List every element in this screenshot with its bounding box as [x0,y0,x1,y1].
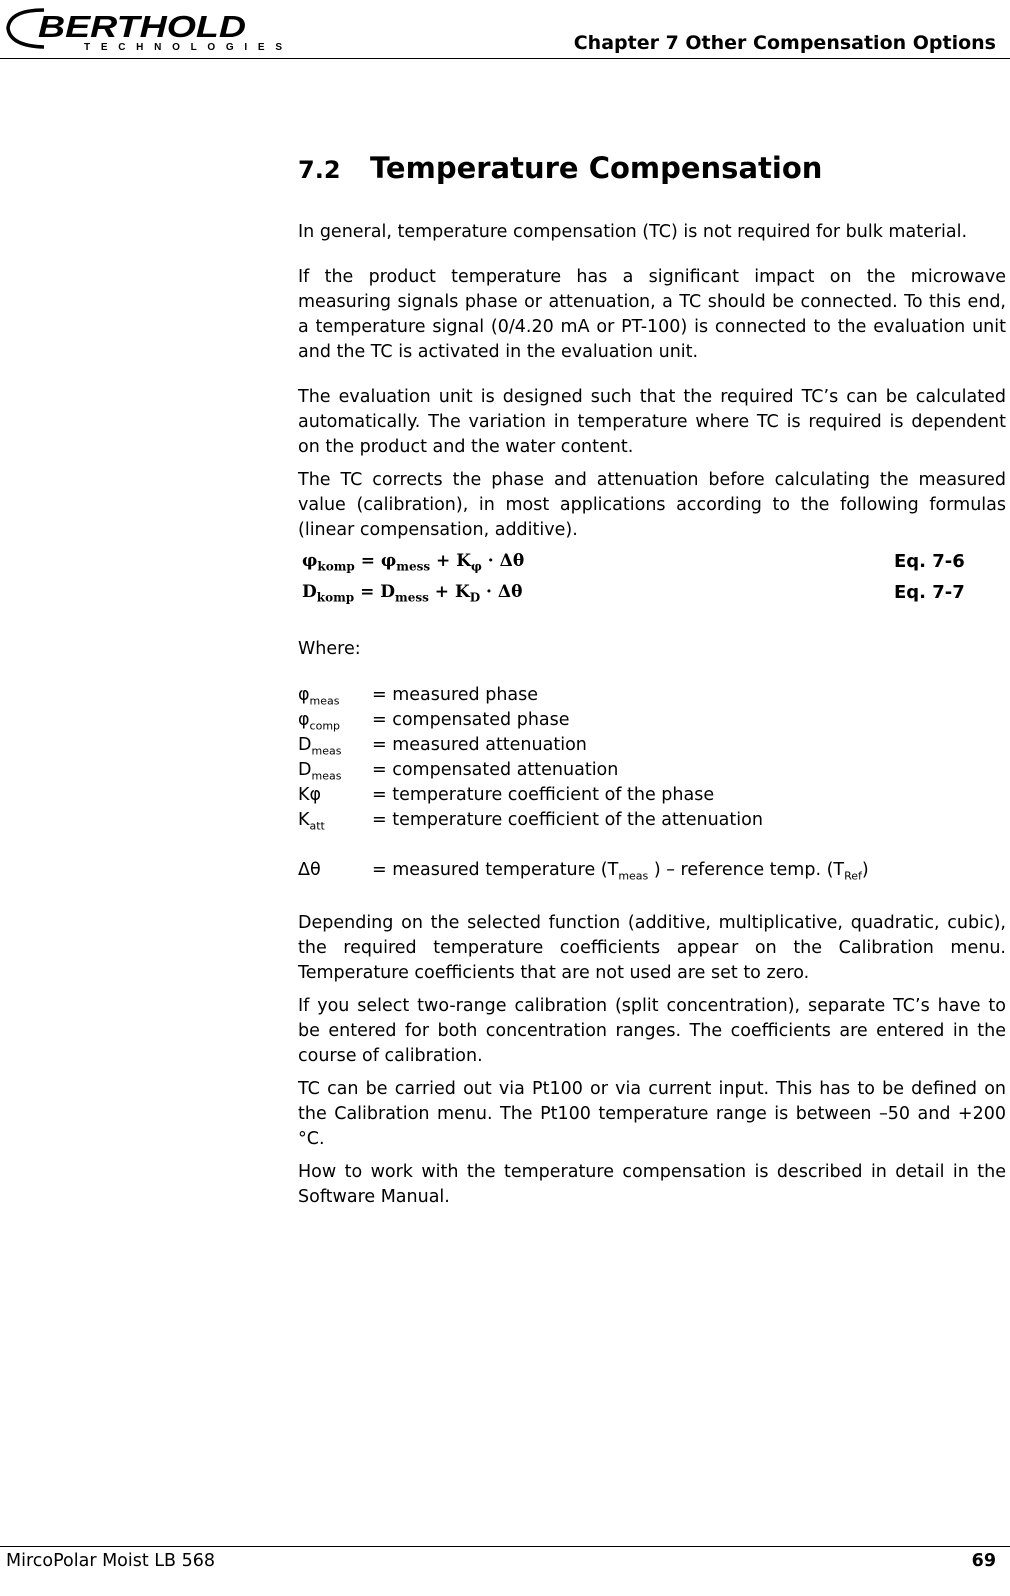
paragraph: The TC corrects the phase and attenuation before calculating the measured value (calibration), in most applications according to the following formulas (linear compensation, additive). [298,470,1006,540]
paragraph: If the product temperature has a significant impact on the microwave measuring signals phase or attenuation, a TC should be connected. To this end, a temperature signal (0/4.20 mA or PT-100) is connected to the evaluation unit and the TC is activated in the evaluation unit. [298,267,1006,362]
paragraph: The evaluation unit is designed such that the required TC’s can be calculated automatically. The variation in temperature where TC is required is dependent on the product and the water content. [298,387,1006,457]
paragraph: Depending on the selected function (additive, multiplicative, quadratic, cubic), the required temperature coefficients appear on the Calibration menu. Temperature coefficients that are not used are set to zero. [298,913,1006,983]
berthold-logo [4,4,304,54]
section-number: 7.2 [298,156,341,184]
page-content [298,150,1006,1218]
definition-row: $D_{meas}$ = measured attenuation [298,735,587,758]
equation-7-7 [298,582,1006,613]
document-name: MircoPolar Moist LB 568 [6,1551,216,1571]
definition-row: $\varphi_{comp}$ = compensated phase [298,710,570,733]
definition-row: Kφ = temperature coefficient of the phase [298,785,715,805]
paragraph: If you select two-range calibration (split concentration), separate TC’s have to be entered for both concentration ranges. The coefficients are entered in the course of calibration. [298,996,1006,1066]
equation-label: Eq. 7-6 [894,551,965,572]
definition-row: $D_{meas}$ = compensated attenuation [298,760,619,783]
equation-7-6 [298,551,1006,582]
paragraph: TC can be carried out via Pt100 or via current input. This has to be defined on the Calibration menu. The Pt100 temperature range is between –50 and +200 °C. [298,1079,1006,1149]
logo-text: BERTHOLD [38,9,246,44]
paragraph: How to work with the temperature compensation is described in detail in the Software Manual. [298,1162,1006,1207]
formula: $\varphi_{komp} = \varphi_{mess} + K_\varphi \cdot \Delta\theta$ [302,551,525,574]
section-heading [298,150,1006,188]
logo-subtext: TECHNOLOGIES [84,42,282,53]
page-footer [0,1546,1010,1571]
chapter-title: Chapter 7 Other Compensation Options [573,32,996,54]
page-header [0,0,1010,59]
delta-definition: Δθ = measured temperature ($T_{meas}$ ) – reference temp. $(T_{Ref})$ [298,860,869,883]
paragraph: In general, temperature compensation (TC) is not required for bulk material. [298,222,968,242]
section-title: Temperature Compensation [370,151,823,185]
formula: $D_{komp} = D_{mess} + K_D \cdot \Delta\theta$ [302,582,523,605]
page-number: 69 [971,1551,996,1571]
where-label: Where: [298,639,361,659]
definition-row: $\varphi_{meas}$ = measured phase [298,685,539,708]
equation-label: Eq. 7-7 [894,582,965,603]
definition-row: $K_{att}$ = temperature coefficient of the attenuation [298,810,763,833]
